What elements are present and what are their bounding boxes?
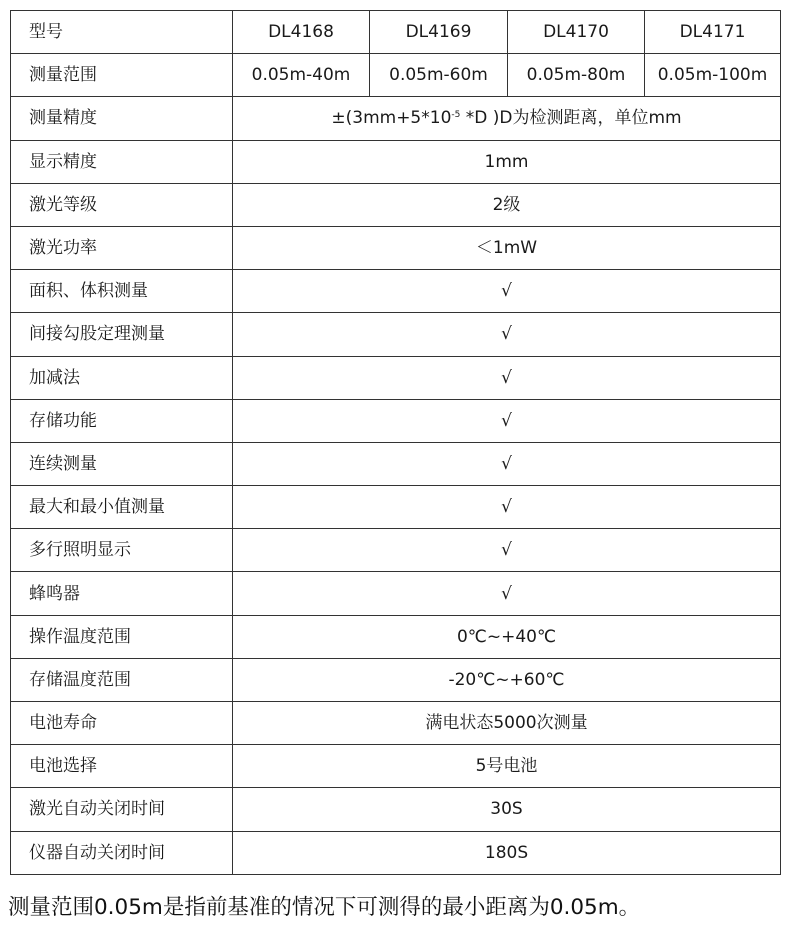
row-label: 电池寿命: [11, 702, 233, 745]
accuracy-exponent: -5: [451, 110, 461, 121]
check-icon: √: [233, 313, 781, 356]
row-value: 30S: [233, 788, 781, 831]
range-dl4169: 0.05m-60m: [370, 54, 508, 97]
table-row: [11, 658, 781, 701]
row-label: 最大和最小值测量: [11, 486, 233, 529]
range-row: [11, 54, 781, 97]
row-value: ＜1mW: [233, 226, 781, 269]
range-dl4170: 0.05m-80m: [508, 54, 645, 97]
table-row: [11, 788, 781, 831]
row-label: 显示精度: [11, 140, 233, 183]
table-row: [11, 399, 781, 442]
row-label: 面积、体积测量: [11, 270, 233, 313]
model-dl4169: DL4169: [370, 11, 508, 54]
accuracy-row: [11, 97, 781, 140]
table-row: [11, 442, 781, 485]
accuracy-suffix: *D )D为检测距离，单位mm: [460, 108, 682, 129]
row-label: 电池选择: [11, 745, 233, 788]
row-label: 加减法: [11, 356, 233, 399]
table-row: [11, 831, 781, 874]
table-row: [11, 486, 781, 529]
row-value: 2级: [233, 183, 781, 226]
table-row: [11, 183, 781, 226]
header-row: [11, 11, 781, 54]
table-row: [11, 702, 781, 745]
model-dl4171: DL4171: [645, 11, 781, 54]
table-row: [11, 140, 781, 183]
row-value: 5号电池: [233, 745, 781, 788]
row-label: 激光等级: [11, 183, 233, 226]
table-row: [11, 356, 781, 399]
row-value: -20℃~+60℃: [233, 658, 781, 701]
accuracy-label: 测量精度: [11, 97, 233, 140]
row-label: 存储功能: [11, 399, 233, 442]
table-row: [11, 313, 781, 356]
check-icon: √: [233, 529, 781, 572]
accuracy-value: [233, 97, 781, 140]
row-label: 存储温度范围: [11, 658, 233, 701]
accuracy-prefix: ±(3mm+5*10: [331, 108, 452, 129]
table-row: [11, 572, 781, 615]
footnote: 测量范围0.05m是指前基准的情况下可测得的最小距离为0.05m。: [8, 895, 641, 920]
row-label: 操作温度范围: [11, 615, 233, 658]
row-value: 0℃~+40℃: [233, 615, 781, 658]
table-row: [11, 529, 781, 572]
row-label: 连续测量: [11, 442, 233, 485]
row-label: 多行照明显示: [11, 529, 233, 572]
range-label: 测量范围: [11, 54, 233, 97]
model-dl4168: DL4168: [233, 11, 370, 54]
spec-table: [10, 10, 781, 875]
model-dl4170: DL4170: [508, 11, 645, 54]
row-label: 激光自动关闭时间: [11, 788, 233, 831]
check-icon: √: [233, 356, 781, 399]
row-value: 180S: [233, 831, 781, 874]
range-dl4171: 0.05m-100m: [645, 54, 781, 97]
check-icon: √: [233, 572, 781, 615]
table-row: [11, 745, 781, 788]
row-value: 1mm: [233, 140, 781, 183]
model-header-label: 型号: [11, 11, 233, 54]
table-row: [11, 270, 781, 313]
row-label: 激光功率: [11, 226, 233, 269]
range-dl4168: 0.05m-40m: [233, 54, 370, 97]
row-label: 仪器自动关闭时间: [11, 831, 233, 874]
check-icon: √: [233, 486, 781, 529]
table-row: [11, 226, 781, 269]
check-icon: √: [233, 270, 781, 313]
row-label: 蜂鸣器: [11, 572, 233, 615]
row-label: 间接勾股定理测量: [11, 313, 233, 356]
check-icon: √: [233, 442, 781, 485]
table-row: [11, 615, 781, 658]
check-icon: √: [233, 399, 781, 442]
row-value: 满电状态5000次测量: [233, 702, 781, 745]
